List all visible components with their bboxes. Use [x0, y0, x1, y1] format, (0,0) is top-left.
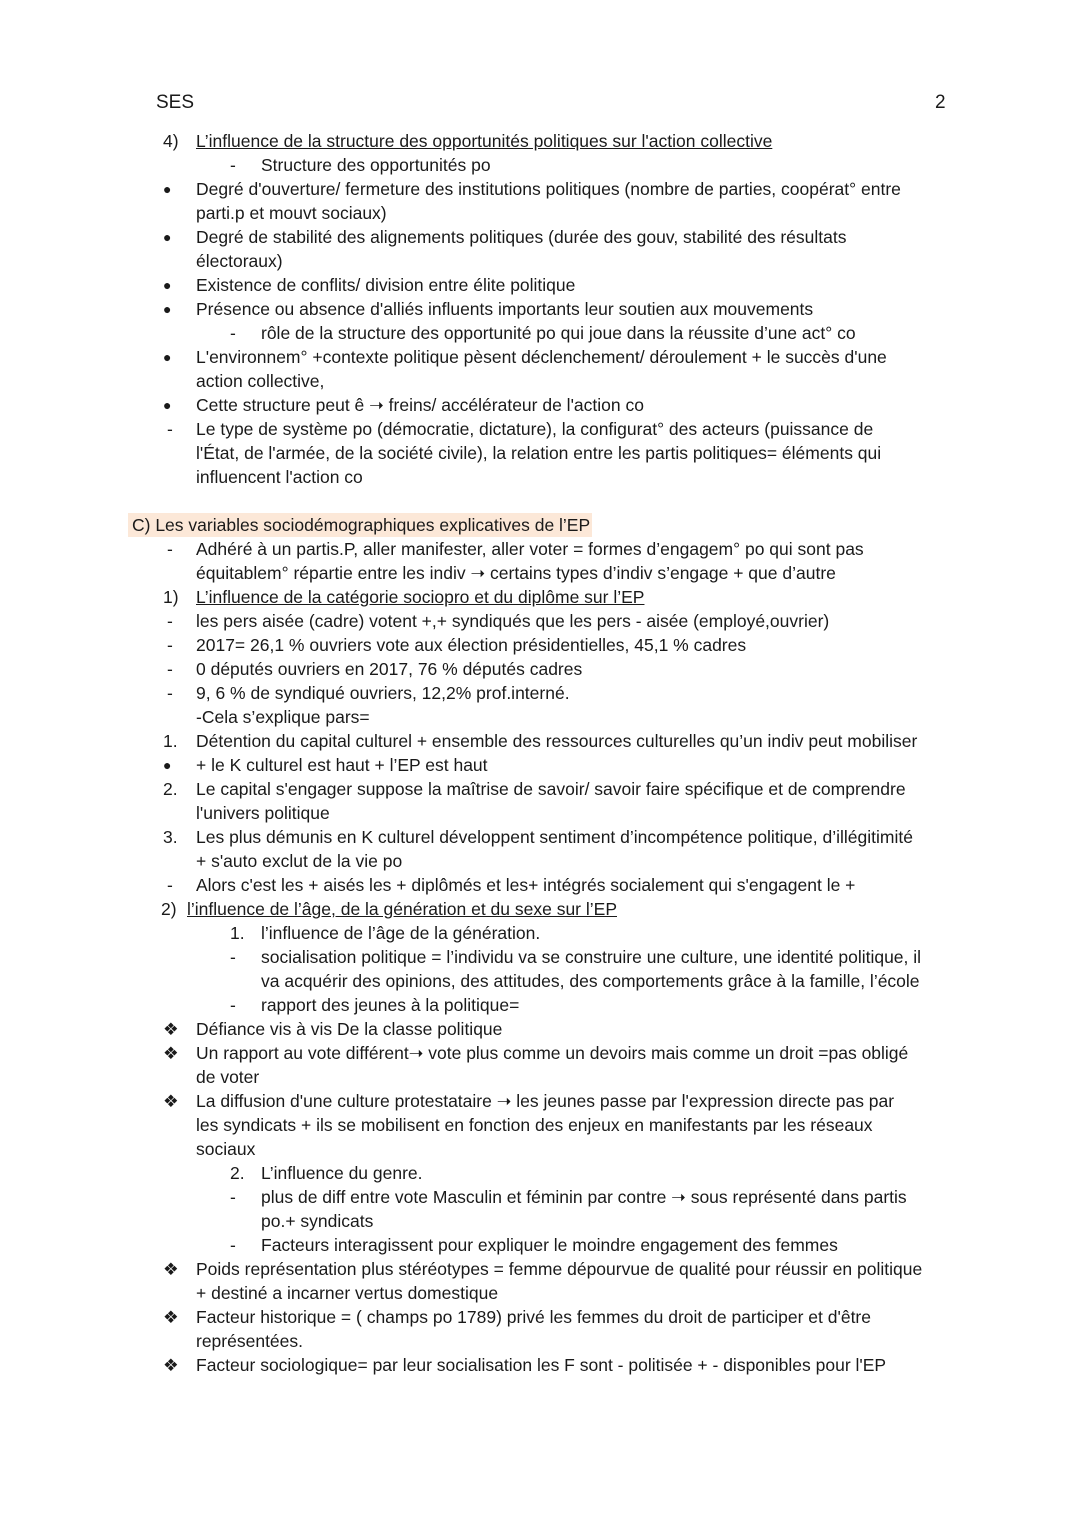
text-line	[0, 1281, 1080, 1305]
list-marker: 2.	[230, 1163, 245, 1183]
text-line	[0, 1065, 1080, 1089]
line-text: équitablem° répartie entre les indiv ➝ certains types d’indiv s’engage + que d’autre	[196, 563, 836, 583]
text-line	[0, 681, 1080, 705]
list-marker: ❖	[163, 1259, 179, 1279]
text-line	[0, 489, 1080, 513]
list-marker: 4)	[163, 131, 179, 151]
line-text: L'environnem° +contexte politique pèsent déclenchement/ déroulement + le succès d'une	[196, 347, 887, 367]
line-text: + le K culturel est haut + l’EP est haut	[196, 755, 488, 775]
line-text: -Cela s’explique pars=	[196, 707, 370, 727]
line-text: Adhéré à un partis.P, aller manifester, aller voter = formes d’engagem° po qui sont pas	[196, 539, 864, 559]
line-text: Facteur historique = ( champs po 1789) privé les femmes du droit de participer et d'être	[196, 1307, 871, 1327]
text-line	[0, 873, 1080, 897]
text-line	[0, 441, 1080, 465]
subsection-heading: L’influence de la structure des opportunités politiques sur l'action collective	[196, 131, 773, 151]
text-line	[0, 969, 1080, 993]
text-line	[0, 561, 1080, 585]
list-marker: -	[167, 419, 173, 439]
text-line	[0, 705, 1080, 729]
line-text: l'univers politique	[196, 803, 330, 823]
text-line	[0, 993, 1080, 1017]
list-marker: ❖	[163, 1091, 179, 1111]
list-marker: ❖	[163, 1355, 179, 1375]
line-text: influencent l'action co	[196, 467, 363, 487]
text-line	[0, 297, 1080, 321]
text-line	[0, 825, 1080, 849]
line-text: La diffusion d'une culture protestataire ➝ les jeunes passe par l'expression directe pas par	[196, 1091, 895, 1111]
line-text: socialisation politique = l’individu va se construire une culture, une identité politique, il	[261, 947, 922, 967]
text-line	[0, 1305, 1080, 1329]
line-text: représentées.	[196, 1331, 304, 1351]
line-text: électoraux)	[196, 251, 283, 271]
list-marker: 1.	[163, 731, 178, 751]
text-line	[0, 1353, 1080, 1377]
list-marker: -	[167, 659, 173, 679]
line-text: 2017= 26,1 % ouvriers vote aux élection présidentielles, 45,1 % cadres	[196, 635, 747, 655]
text-line	[0, 921, 1080, 945]
list-marker: -	[167, 611, 173, 631]
text-line	[0, 657, 1080, 681]
text-line	[0, 393, 1080, 417]
list-marker: ●	[163, 181, 172, 197]
line-text: l'État, de l'armée, de la société civile), la relation entre les partis politiques= éléments qui	[196, 443, 882, 463]
text-line	[0, 585, 1080, 609]
text-line	[0, 1233, 1080, 1257]
text-line	[0, 273, 1080, 297]
text-line	[0, 609, 1080, 633]
line-text: Présence ou absence d'alliés influents importants leur soutien aux mouvements	[196, 299, 814, 319]
text-line	[0, 777, 1080, 801]
list-marker: ●	[163, 301, 172, 317]
list-marker: -	[167, 875, 173, 895]
text-line	[0, 753, 1080, 777]
text-line	[0, 177, 1080, 201]
text-line	[0, 1113, 1080, 1137]
text-line	[0, 849, 1080, 873]
document-subject: SES	[156, 92, 195, 113]
text-line	[0, 153, 1080, 177]
list-marker: ❖	[163, 1307, 179, 1327]
list-marker: -	[167, 539, 173, 559]
list-marker: -	[230, 1235, 236, 1255]
text-line	[0, 1137, 1080, 1161]
list-marker: -	[167, 683, 173, 703]
list-marker: 2.	[163, 779, 178, 799]
line-text: Cette structure peut ê ➝ freins/ accélérateur de l'action co	[196, 395, 644, 415]
document-body	[0, 129, 1080, 1377]
line-text: po.+ syndicats	[261, 1211, 374, 1231]
list-marker: 3.	[163, 827, 178, 847]
list-marker: -	[230, 155, 236, 175]
line-text: + s'auto exclut de la vie po	[196, 851, 403, 871]
list-marker: -	[230, 323, 236, 343]
line-text: action collective,	[196, 371, 325, 391]
list-marker: ●	[163, 277, 172, 293]
text-line	[0, 1041, 1080, 1065]
text-line	[0, 801, 1080, 825]
line-text: Alors c'est les + aisés les + diplômés et les+ intégrés socialement qui s'engagent le +	[196, 875, 856, 895]
line-text: Facteur sociologique= par leur socialisation les F sont - politisée + - disponibles pour l'EP	[196, 1355, 887, 1375]
list-marker: ●	[163, 349, 172, 365]
text-line	[0, 897, 1080, 921]
text-line	[0, 417, 1080, 441]
text-line	[0, 945, 1080, 969]
text-line	[0, 465, 1080, 489]
line-text: rapport des jeunes à la politique=	[261, 995, 520, 1015]
line-text: rôle de la structure des opportunité po qui joue dans la réussite d’une act° co	[261, 323, 856, 343]
text-line	[0, 1185, 1080, 1209]
line-text: va acquérir des opinions, des attitudes, des comportements grâce à la famille, l’école	[261, 971, 920, 991]
list-marker: 2)	[161, 899, 177, 919]
text-line	[0, 1257, 1080, 1281]
line-text: Structure des opportunités po	[261, 155, 491, 175]
line-text: 9, 6 % de syndiqué ouvriers, 12,2% prof.interné.	[196, 683, 570, 703]
text-line	[0, 369, 1080, 393]
line-text: l’influence de l’âge de la génération.	[261, 923, 541, 943]
line-text: + destiné a incarner vertus domestique	[196, 1283, 499, 1303]
list-marker: ❖	[163, 1043, 179, 1063]
line-text: Détention du capital culturel + ensemble des ressources culturelles qu’un indiv peut mobiliser	[196, 731, 918, 751]
text-line	[0, 1017, 1080, 1041]
list-marker: ●	[163, 397, 172, 413]
text-line	[0, 129, 1080, 153]
list-marker: ●	[163, 229, 172, 245]
text-line	[0, 345, 1080, 369]
list-marker: ❖	[163, 1019, 179, 1039]
line-text: Existence de conflits/ division entre élite politique	[196, 275, 576, 295]
text-line	[0, 633, 1080, 657]
list-marker: 1)	[163, 587, 179, 607]
section-heading: C) Les variables sociodémographiques explicatives de l’EP	[128, 513, 592, 537]
line-text: plus de diff entre vote Masculin et féminin par contre ➝ sous représenté dans partis	[261, 1187, 907, 1207]
text-line	[0, 1209, 1080, 1233]
line-text: Le capital s'engager suppose la maîtrise de savoir/ savoir faire spécifique et de comprendre	[196, 779, 906, 799]
text-line	[0, 1329, 1080, 1353]
list-marker: -	[230, 1187, 236, 1207]
line-text: sociaux	[196, 1139, 256, 1159]
line-text: de voter	[196, 1067, 260, 1087]
line-text: parti.p et mouvt sociaux)	[196, 203, 387, 223]
text-line	[0, 249, 1080, 273]
list-marker: -	[230, 995, 236, 1015]
list-marker: ●	[163, 757, 172, 773]
line-text: Défiance vis à vis De la classe politique	[196, 1019, 503, 1039]
page-number: 2	[935, 92, 946, 113]
list-marker: 1.	[230, 923, 245, 943]
text-line	[0, 729, 1080, 753]
line-text: Le type de système po (démocratie, dictature), la configurat° des acteurs (puissance de	[196, 419, 874, 439]
list-marker: -	[230, 947, 236, 967]
subsection-heading: L’influence de la catégorie sociopro et du diplôme sur l’EP	[196, 587, 645, 607]
line-text: 0 députés ouvriers en 2017, 76 % députés cadres	[196, 659, 583, 679]
text-line	[0, 1089, 1080, 1113]
text-line	[0, 513, 1080, 537]
line-text: Facteurs interagissent pour expliquer le moindre engagement des femmes	[261, 1235, 838, 1255]
line-text: L’influence du genre.	[261, 1163, 423, 1183]
text-line	[0, 537, 1080, 561]
line-text: Degré de stabilité des alignements politiques (durée des gouv, stabilité des résultats	[196, 227, 847, 247]
text-line	[0, 201, 1080, 225]
line-text: Poids représentation plus stéréotypes = femme dépourvue de qualité pour réussir en politique	[196, 1259, 923, 1279]
line-text: les syndicats + ils se mobilisent en fonction des enjeux en manifestants par les réseaux	[196, 1115, 873, 1135]
list-marker: -	[167, 635, 173, 655]
text-line	[0, 225, 1080, 249]
line-text: les pers aisée (cadre) votent +,+ syndiqués que les pers - aisée (employé,ouvrier)	[196, 611, 830, 631]
text-line	[0, 1161, 1080, 1185]
line-text: Un rapport au vote différent➝ vote plus comme un devoirs mais comme un droit =pas obligé	[196, 1043, 909, 1063]
text-line	[0, 321, 1080, 345]
line-text: Degré d'ouverture/ fermeture des institutions politiques (nombre de parties, coopérat° entre	[196, 179, 901, 199]
line-text: Les plus démunis en K culturel développent sentiment d’incompétence politique, d’illégitimité	[196, 827, 913, 847]
subsection-heading: l’influence de l’âge, de la génération et du sexe sur l’EP	[187, 899, 617, 919]
